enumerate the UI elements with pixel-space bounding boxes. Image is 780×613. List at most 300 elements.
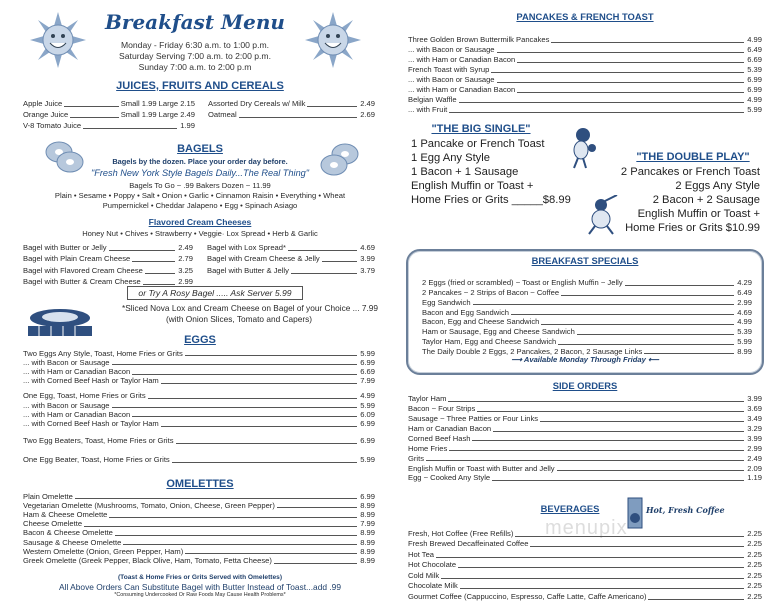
item-price: 8.99 xyxy=(737,346,752,356)
item-name: Ham & Cheese Omelette xyxy=(23,509,108,519)
leader-line xyxy=(145,273,175,274)
combo-line: 1 Pancake or French Toast xyxy=(411,138,545,150)
leader-line xyxy=(176,443,357,444)
menu-item xyxy=(23,357,375,366)
item-name: Bacon & Cheese Omelette xyxy=(23,528,113,538)
item-name: 2 Eggs (fried or scrambled) ~ Toast or English Muffin ~ Jelly xyxy=(422,278,623,288)
menu-item xyxy=(23,418,375,427)
item-name: The Daily Double 2 Eggs, 2 Pancakes, 2 Bacon, 2 Sausage Links xyxy=(422,346,643,356)
menu-item xyxy=(23,491,375,500)
combo-line: 2 Pancakes or French Toast xyxy=(620,166,760,178)
egg-group xyxy=(23,436,375,445)
leader-line xyxy=(530,546,744,547)
item-name: Fresh Brewed Decaffeinated Coffee xyxy=(408,539,529,549)
item-name: Hot Chocolate xyxy=(408,560,457,570)
bagel-types: Plain • Sesame • Poppy • Salt • Onion • Garlic • Cinnamon Raisin • Everything • Wheat xyxy=(54,191,346,200)
item-price: 8.99 xyxy=(360,537,375,547)
menu-item xyxy=(23,400,375,409)
beverages-list xyxy=(408,527,762,601)
item-price: 4.69 xyxy=(737,307,752,317)
menu-item xyxy=(23,119,195,130)
item-name: Bagel with Butter & Cream Cheese xyxy=(23,277,141,287)
omelettes-heading: OMELETTES xyxy=(166,478,234,490)
specials-availability xyxy=(405,355,765,364)
menu-item xyxy=(23,348,375,357)
item-price: 2.49 xyxy=(747,453,762,463)
menu-item xyxy=(408,559,762,570)
item-price: 6.99 xyxy=(360,418,375,428)
item-name: Fresh, Hot Coffee (Free Refills) xyxy=(408,528,514,538)
item-price: 4.99 xyxy=(747,35,762,45)
leader-line xyxy=(625,285,734,286)
baseball-player-icon xyxy=(583,195,619,235)
item-price: 2.25 xyxy=(747,581,762,591)
menu-item xyxy=(408,54,762,64)
item-price: 3.49 xyxy=(747,414,762,424)
menu-item xyxy=(23,97,195,108)
big-single-heading: "THE BIG SINGLE" xyxy=(431,123,531,135)
leader-line xyxy=(426,460,744,461)
leader-line xyxy=(458,567,744,568)
item-price: 4.99 xyxy=(360,391,375,401)
item-price: 5.99 xyxy=(737,336,752,346)
menu-item xyxy=(23,366,375,375)
bagels-tagline: "Fresh New York Style Bagels Daily...The Real Thing" xyxy=(90,168,310,178)
item-price: 5.99 xyxy=(360,455,375,465)
leader-line xyxy=(288,250,357,251)
item-name: Bagel with Lox Spread* xyxy=(207,242,286,252)
leader-line xyxy=(161,426,357,427)
item-name: Sausage & Cheese Omelette xyxy=(23,537,122,547)
item-name: French Toast with Syrup xyxy=(408,65,490,75)
hours-weekday: Monday - Friday 6:30 a.m. to 1:00 p.m. xyxy=(120,40,270,50)
rosy-bagel-box: or Try A Rosy Bagel ..... Ask Server 5.99 xyxy=(127,286,303,300)
omelette-note: (Toast & Home Fries or Grits Served with Omelettes) xyxy=(117,574,283,581)
item-name: Corned Beef Hash xyxy=(408,433,471,443)
double-play-lines xyxy=(621,165,760,235)
leader-line xyxy=(449,450,744,451)
item-name: Bagel with Butter & Jelly xyxy=(207,265,289,275)
item-price: 4.29 xyxy=(737,278,752,288)
leader-line xyxy=(274,563,357,564)
menu-item xyxy=(23,546,375,555)
item-name: ... with Fruit xyxy=(408,105,448,115)
menu-item xyxy=(422,287,752,297)
item-price: 6.69 xyxy=(360,366,375,376)
item-price: Small 1.99 Large 2.49 xyxy=(120,110,195,120)
menu-item xyxy=(408,74,762,84)
item-name: ... with Ham or Canadian Bacon xyxy=(23,366,131,376)
item-price: 4.99 xyxy=(747,95,762,105)
item-name: Home Fries xyxy=(408,443,448,453)
leader-line xyxy=(132,374,357,375)
item-name: Egg Sandwich xyxy=(422,297,471,307)
leader-line xyxy=(277,507,357,508)
bagels-heading: BAGELS xyxy=(177,143,223,155)
leader-line xyxy=(517,92,744,93)
leader-line xyxy=(132,261,175,262)
item-name: Assorted Dry Cereals w/ Milk xyxy=(208,99,306,109)
menu-item xyxy=(408,442,762,452)
leader-line xyxy=(517,62,744,63)
menu-item xyxy=(408,104,762,114)
menu-item xyxy=(408,472,762,482)
leader-line xyxy=(70,117,119,118)
item-name: Bagel with Flavored Cream Cheese xyxy=(23,265,143,275)
menu-item xyxy=(408,462,762,472)
hours-sunday: Sunday 7:00 a.m. to 2:00 p.m xyxy=(138,62,252,72)
item-name: ... with Corned Beef Hash or Taylor Ham xyxy=(23,418,159,428)
menu-item xyxy=(422,277,752,287)
menu-item xyxy=(408,527,762,538)
item-price: 6.99 xyxy=(360,357,375,367)
item-price: 2.09 xyxy=(747,463,762,473)
item-name: Cheese Omelette xyxy=(23,519,83,529)
item-price: 6.99 xyxy=(360,491,375,501)
bagel-types-2: Pumpernickel • Cheddar Jalapeno • Egg • Spinach Asiago xyxy=(102,201,298,210)
item-price: 8.99 xyxy=(360,500,375,510)
health-warning: *Consuming Undercooked Or Raw Foods May Cause Health Problems* xyxy=(114,592,286,598)
item-name: Vegetarian Omelette (Mushrooms, Tomato, Onion, Cheese, Green Pepper) xyxy=(23,500,275,510)
item-price: 5.99 xyxy=(360,348,375,358)
leader-line xyxy=(477,411,744,412)
item-price: 2.25 xyxy=(747,591,762,601)
leader-line xyxy=(491,72,744,73)
coffee-sign-text: Hot, Fresh Coffee xyxy=(646,505,725,515)
item-price: 3.99 xyxy=(747,433,762,443)
item-price: 6.69 xyxy=(747,55,762,65)
menu-item xyxy=(422,336,752,346)
item-price: 2.99 xyxy=(178,277,193,287)
item-name: V-8 Tomato Juice xyxy=(23,121,82,131)
bagels-to-go: Bagels To Go ~ .99 Bakers Dozen ~ 11.99 xyxy=(129,181,271,190)
menu-item xyxy=(422,297,752,307)
leader-line xyxy=(75,498,357,499)
item-name: Grits xyxy=(408,453,425,463)
menu-item xyxy=(408,403,762,413)
big-single-lines xyxy=(411,137,571,207)
combo-line: 1 Egg Any Style xyxy=(411,152,490,164)
leader-line xyxy=(109,250,175,251)
menu-item xyxy=(23,436,375,445)
item-name: English Muffin or Toast with Butter and Jelly xyxy=(408,463,555,473)
menu-item xyxy=(23,252,193,264)
menu-item xyxy=(422,326,752,336)
leader-line xyxy=(83,128,177,129)
menu-item xyxy=(408,413,762,423)
item-price: 2.25 xyxy=(747,539,762,549)
menu-item xyxy=(208,108,375,119)
menu-item xyxy=(422,306,752,316)
leader-line xyxy=(172,462,357,463)
hours xyxy=(90,40,300,73)
leader-line xyxy=(185,553,357,554)
item-price: 2.69 xyxy=(360,110,375,120)
leader-line xyxy=(64,106,118,107)
item-price: 8.99 xyxy=(360,528,375,538)
menu-item xyxy=(207,263,375,275)
item-name: Two Egg Beaters, Toast, Home Fries or Grits xyxy=(23,436,174,446)
sun-icon xyxy=(30,12,86,68)
item-price: 2.49 xyxy=(360,99,375,109)
item-name: ... with Corned Beef Hash or Taylor Ham xyxy=(23,376,159,386)
leader-line xyxy=(132,416,357,417)
item-name: ... with Bacon or Sausage xyxy=(408,45,495,55)
item-name: ... with Bacon or Sausage xyxy=(408,75,495,85)
specials-heading: BREAKFAST SPECIALS xyxy=(531,255,639,266)
item-price: 3.79 xyxy=(360,265,375,275)
item-price: 6.99 xyxy=(360,436,375,446)
leader-line xyxy=(541,324,734,325)
menu-item xyxy=(408,590,762,601)
menu-item xyxy=(23,409,375,418)
nova-lox-note: (with Onion Slices, Tomato and Capers) xyxy=(165,314,313,324)
item-price: 2.25 xyxy=(747,528,762,538)
item-name: ... with Ham or Canadian Bacon xyxy=(23,409,131,419)
menu-item xyxy=(208,97,375,108)
egg-group xyxy=(23,391,375,428)
item-price: 4.99 xyxy=(737,317,752,327)
menu-item xyxy=(23,519,375,528)
item-price: 6.49 xyxy=(737,288,752,297)
leader-line xyxy=(557,470,744,471)
sun-icon xyxy=(305,12,361,68)
juices-left-list xyxy=(23,97,195,130)
hours-saturday: Saturday Serving 7:00 a.m. to 2:00 p.m. xyxy=(119,51,271,61)
leader-line xyxy=(492,480,744,481)
leader-line xyxy=(515,536,744,537)
menu-item xyxy=(408,393,762,403)
menu-item xyxy=(408,569,762,580)
item-name: Bagel with Cream Cheese & Jelly xyxy=(207,254,320,264)
menu-item xyxy=(23,275,193,287)
item-price: 3.99 xyxy=(360,254,375,264)
item-name: Western Omelette (Onion, Green Pepper, Ham) xyxy=(23,546,184,556)
item-name: Egg ~ Cooked Any Style xyxy=(408,473,491,483)
menu-item xyxy=(408,44,762,54)
item-price: 7.99 xyxy=(360,376,375,386)
coffee-maker-icon xyxy=(626,496,644,530)
cream-cheese-list: Honey Nut • Chives • Strawberry • Veggie· Lox Spread • Herb & Garlic xyxy=(82,229,318,238)
item-name: Bagel with Plain Cream Cheese xyxy=(23,254,131,264)
item-name: Three Golden Brown Buttermilk Pancakes xyxy=(408,35,550,45)
menu-item xyxy=(408,433,762,443)
menu-item xyxy=(408,84,762,94)
menu-item xyxy=(23,455,375,464)
item-price: 1.99 xyxy=(180,121,195,131)
menu-item xyxy=(23,376,375,385)
item-name: Taylor Ham xyxy=(408,394,447,404)
menu-item xyxy=(23,391,375,400)
item-name: Chocolate Milk xyxy=(408,581,458,591)
item-price: 1.19 xyxy=(747,473,762,483)
leader-line xyxy=(511,314,734,315)
leader-line xyxy=(497,52,744,53)
leader-line xyxy=(577,334,734,335)
leader-line xyxy=(185,355,357,356)
leader-line xyxy=(148,398,357,399)
item-price: 6.99 xyxy=(747,75,762,85)
leader-line xyxy=(493,431,744,432)
item-price: 2.99 xyxy=(747,443,762,453)
item-name: Bacon, Egg and Cheese Sandwich xyxy=(422,317,540,327)
menu-item xyxy=(408,580,762,591)
substitute-note: All Above Orders Can Substitute Bagel with Butter Instead of Toast...add .99 xyxy=(59,582,341,592)
item-name: Bacon ~ Four Strips xyxy=(408,404,476,414)
item-name: One Egg, Toast, Home Fries or Grits xyxy=(23,391,146,401)
leader-line xyxy=(460,588,744,589)
nova-lox-special: *Sliced Nova Lox and Cream Cheese on Bagel of your Choice ... 7.99 xyxy=(122,303,378,313)
menu-item xyxy=(408,452,762,462)
arrow-left-icon: ⟵ xyxy=(645,355,659,364)
menu-item xyxy=(408,64,762,74)
menu-item xyxy=(422,346,752,356)
item-name: Oatmeal xyxy=(208,110,237,120)
bagels-dozen-note: Bagels by the dozen. Place your order day before. xyxy=(112,157,288,166)
item-name: Orange Juice xyxy=(23,110,69,120)
item-price: 8.99 xyxy=(360,546,375,556)
item-price: 2.99 xyxy=(737,297,752,307)
item-name: ... with Ham or Canadian Bacon xyxy=(408,85,516,95)
item-name: ... with Bacon or Sausage xyxy=(23,357,110,367)
omelettes-list xyxy=(23,491,375,565)
item-price: 2.25 xyxy=(747,560,762,570)
item-name: Bacon and Egg Sandwich xyxy=(422,307,509,317)
menu-item xyxy=(23,263,193,275)
leader-line xyxy=(558,344,734,345)
menu-item xyxy=(23,509,375,518)
combo-line: Home Fries or Grits _____$8.99 xyxy=(411,194,571,206)
leader-line xyxy=(540,421,744,422)
combo-line: 2 Eggs Any Style xyxy=(675,180,760,192)
combo-line: Home Fries or Grits $10.99 xyxy=(625,222,760,234)
combo-line: English Muffin or Toast + xyxy=(637,208,760,220)
menu-item xyxy=(408,548,762,559)
item-price: 4.69 xyxy=(360,242,375,252)
item-name: Bagel with Butter or Jelly xyxy=(23,242,107,252)
leader-line xyxy=(449,112,744,113)
menu-item xyxy=(408,538,762,549)
item-price: 6.99 xyxy=(747,85,762,95)
item-price: 5.99 xyxy=(747,105,762,115)
leader-line xyxy=(109,517,357,518)
leader-line xyxy=(551,42,744,43)
leader-line xyxy=(497,82,744,83)
bagels-right-list xyxy=(207,240,375,275)
item-name: Ham or Sausage, Egg and Cheese Sandwich xyxy=(422,327,575,337)
leader-line xyxy=(84,526,357,527)
item-price: Small 1.99 Large 2.15 xyxy=(120,99,195,109)
leader-line xyxy=(441,578,744,579)
specials-list xyxy=(422,277,752,355)
egg-group xyxy=(23,455,375,464)
menu-item xyxy=(23,500,375,509)
beverages-heading: BEVERAGES xyxy=(540,503,600,514)
menu-item xyxy=(23,240,193,252)
item-price: 2.79 xyxy=(178,254,193,264)
juices-heading: JUICES, FRUITS AND CEREALS xyxy=(116,80,284,92)
menu-item xyxy=(408,94,762,104)
bagels-left-list xyxy=(23,240,193,286)
leader-line xyxy=(322,261,357,262)
menu-item xyxy=(408,423,762,433)
item-name: One Egg Beater, Toast, Home Fries or Grits xyxy=(23,455,170,465)
item-name: Gourmet Coffee (Cappuccino, Espresso, Caffe Latte, Caffe Americano) xyxy=(408,591,647,601)
item-price: 8.99 xyxy=(360,555,375,565)
leader-line xyxy=(472,440,744,441)
item-price: 5.39 xyxy=(737,327,752,337)
item-name: Greek Omelette (Greek Pepper, Black Olive, Ham, Tomato, Fetta Cheese) xyxy=(23,555,272,565)
item-price: 5.39 xyxy=(747,65,762,75)
item-price: 3.69 xyxy=(747,404,762,414)
pancakes-list xyxy=(408,34,762,114)
menu-item xyxy=(23,555,375,564)
item-name: Two Eggs Any Style, Toast, Home Fries or Grits xyxy=(23,348,183,358)
leader-line xyxy=(161,383,357,384)
item-name: Sausage ~ Three Patties or Four Links xyxy=(408,414,539,424)
item-name: Cold Milk xyxy=(408,570,440,580)
leader-line xyxy=(112,407,357,408)
arrow-right-icon: ⟶ xyxy=(511,355,524,364)
availability-text: Available Monday Through Friday xyxy=(523,355,646,364)
item-name: ... with Bacon or Sausage xyxy=(23,400,110,410)
menu-item xyxy=(207,240,375,252)
menu-title: Breakfast Menu xyxy=(105,10,285,34)
leader-line xyxy=(239,117,357,118)
leader-line xyxy=(291,273,357,274)
leader-line xyxy=(112,364,357,365)
leader-line xyxy=(448,401,744,402)
item-name: Belgian Waffle xyxy=(408,95,457,105)
double-play-heading: "THE DOUBLE PLAY" xyxy=(636,151,750,163)
combo-line: 1 Bacon + 1 Sausage xyxy=(411,166,519,178)
leader-line xyxy=(561,295,734,296)
side-orders-heading: SIDE ORDERS xyxy=(552,380,618,391)
combo-line: 2 Bacon + 2 Sausage xyxy=(652,194,760,206)
item-price: 3.29 xyxy=(747,423,762,433)
item-price: 6.09 xyxy=(360,409,375,419)
item-name: 2 Pancakes ~ 2 Strips of Bacon ~ Coffee xyxy=(422,288,560,297)
watermark: menupix xyxy=(545,517,628,539)
leader-line xyxy=(459,102,744,103)
item-price: 8.99 xyxy=(360,509,375,519)
side-orders-list xyxy=(408,393,762,482)
item-name: Ham or Canadian Bacon xyxy=(408,423,492,433)
leader-line xyxy=(115,535,357,536)
item-price: 5.99 xyxy=(360,400,375,410)
menu-item xyxy=(23,528,375,537)
menu-item xyxy=(23,537,375,546)
baseball-player-icon xyxy=(568,126,598,170)
leader-line xyxy=(473,304,734,305)
item-name: Plain Omelette xyxy=(23,491,73,501)
item-price: 2.25 xyxy=(747,570,762,580)
juices-right-list xyxy=(208,97,375,119)
item-name: Taylor Ham, Egg and Cheese Sandwich xyxy=(422,336,557,346)
item-name: Hot Tea xyxy=(408,549,435,559)
cream-cheese-heading: Flavored Cream Cheeses xyxy=(148,217,252,227)
leader-line xyxy=(436,557,744,558)
menu-item xyxy=(422,316,752,326)
item-name: Apple Juice xyxy=(23,99,63,109)
menu-item xyxy=(207,252,375,264)
egg-group xyxy=(23,348,375,385)
menu-item xyxy=(408,34,762,44)
item-price: 6.49 xyxy=(747,45,762,55)
leader-line xyxy=(143,284,175,285)
leader-line xyxy=(648,599,744,600)
eggs-list xyxy=(23,348,375,464)
